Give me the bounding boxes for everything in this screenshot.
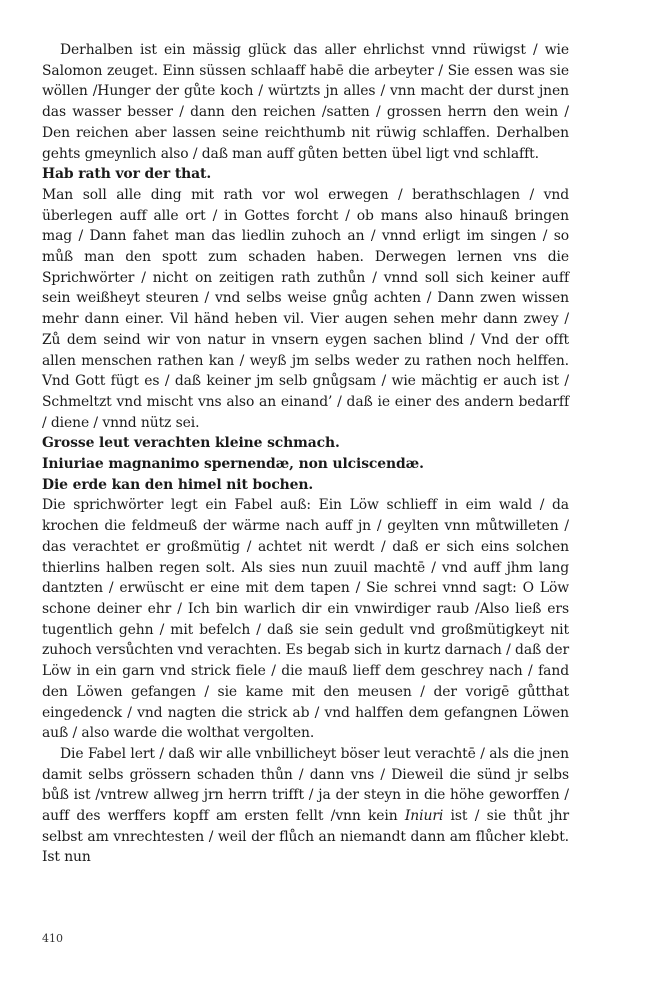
paragraph: Man soll alle ding mit rath vor wol erwegen / berathschlagen / vnd überlegen auff alle ort / in Gottes forcht / ob mans also hinauß bringen mag / Dann fahet man das liedlin zuhoch an / vnnd erligt im singen / so můß man den spott zum schaden haben. Derwegen lernen vns die Sprichwörter / nicht on zeitigen rath zuthůn / vnnd soll sich keiner auff sein weißheyt steuren / vnd selbs weise gnůg achten / Dann zwen wissen mehr dann einer. Vil händ heben vil. Vier augen sehen mehr dann zwey / Zů dem seind wir von natur in vnsern eygen sachen blind / Vnd der offt allen menschen rathen kan / weyß jm selbs weder zu rathen noch helffen. Vnd Gott fügt es / daß keiner jm selb gnůgsam / wie mächtig er auch ist / Schmeltzt vnd mischt vns also an einand’ / daß ie einer des andern bedarff / diene / vnnd nütz sei. bbox=[42, 186, 569, 431]
page-number: 410 bbox=[42, 932, 63, 945]
paragraph: Derhalben ist ein mässig glück das aller ehrlichst vnnd rüwigst / wie Salomon zeuget. Einn süssen schlaaff habē die arbeyter / Sie essen was sie wöllen /Hunger der gůte koch / würtzts jn alles / vnn macht der durst jnen das wasser besser / dann den reichen /satten / grossen herrn den wein / Den reichen aber lassen seine reichthumb nit rüwig schlaffen. Derhalben gehts gmeynlich also / daß man auff gůten betten übel ligt vnd schlafft. bbox=[42, 42, 569, 162]
italic-word: Iniuri bbox=[404, 808, 444, 825]
section-heading: Die erde kan den himel nit bochen. bbox=[42, 476, 314, 493]
section-heading: Grosse leut verachten kleine schmach. bbox=[42, 435, 340, 452]
paragraph bbox=[42, 744, 569, 868]
paragraph-text: ist / sie thůt jhr selbst am vnrechtesten / weil der flůch an niemandt dann am flůcher klebt. Ist nun bbox=[42, 808, 569, 866]
section-heading: Hab rath vor der that. bbox=[42, 166, 212, 183]
page-body bbox=[42, 40, 569, 868]
paragraph-text: Die Fabel lert / daß wir alle vnbillicheyt böser leut verachtē / als die jnen damit selbs grössern schaden thůn / dann vns / Dieweil die sünd jr selbs bůß ist /vntrew allweg jrn herrn trifft / ja der steyn in die höhe geworffen / auff des werffers kopff am ersten fellt /vnn kein bbox=[42, 745, 569, 825]
paragraph: Die sprichwörter legt ein Fabel auß: Ein Löw schlieff in eim wald / da krochen die feldmeuß der wärme nach auff jn / geylten vnn můtwilleten / das verachtet er großmütig / achtet nit werdt / daß er sich eins solchen thierlins halben regen solt. Als sies nun zuuil machtē / vnd auff jhm lang dantzten / erwüscht er eine mit dem tapen / Sie schrei vnnd sagt: O Löw schone deiner ehr / Ich bin warlich dir ein vnwirdiger raub /Also ließ ers tugentlich gehn / mit befelch / daß sie sein gedult vnd großmütigkeyt nit zuhoch versůchten vnd verachten. Es begab sich in kurtz darnach / daß der Löw in ein garn vnd strick fiele / die mauß lieff dem geschrey nach / fand den Löwen gefangen / sie kame mit den meusen / der vorigē gůtthat eingedenck / vnd nagten die strick ab / vnd halffen dem gefangnen Löwen auß / also warde die wolthat vergolten. bbox=[42, 497, 569, 742]
section-heading-latin: Iniuriae magnanimo spernendæ, non ulciscendæ. bbox=[42, 456, 424, 473]
